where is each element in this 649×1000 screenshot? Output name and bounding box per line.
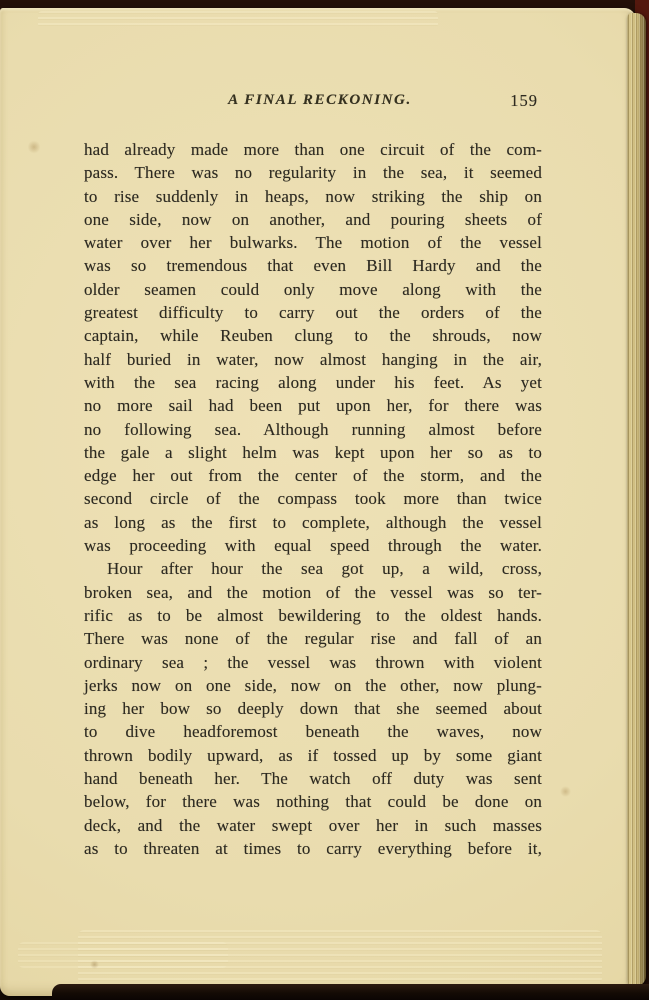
- text-line: captain, while Reuben clung to the shrouds, now: [84, 326, 542, 346]
- text-line: ing her bow so deeply down that she seemed about: [84, 699, 542, 719]
- text-line: hand beneath her. The watch off duty was sent: [84, 769, 542, 789]
- text-line: Hour after hour the sea got up, a wild, cross,: [107, 559, 542, 579]
- text-line: rific as to be almost bewildering to the oldest hands.: [84, 605, 542, 625]
- text-line: ordinary sea ; the vessel was thrown with violent: [84, 652, 542, 672]
- text-line: thrown bodily upward, as if tossed up by some giant: [84, 745, 542, 765]
- text-line: broken sea, and the motion of the vessel was so ter-: [84, 582, 542, 602]
- text-line: no more sail had been put upon her, for there was: [84, 396, 542, 416]
- chapter-title: A FINAL RECKONING.: [228, 92, 412, 108]
- page-number: 159: [510, 91, 538, 110]
- text-line: one side, now on another, and pouring sheets of: [84, 209, 542, 229]
- text-line: as long as the first to complete, although the vessel: [84, 512, 542, 532]
- text-line: edge her out from the center of the storm, and the: [84, 466, 542, 486]
- text-line: to rise suddenly in heaps, now striking the ship on: [84, 186, 542, 206]
- foxing-spot: [560, 786, 571, 797]
- text-line: deck, and the water swept over her in such masses: [84, 815, 542, 835]
- text-line: no following sea. Although running almost before: [84, 419, 542, 439]
- text-line: half buried in water, now almost hanging in the air,: [84, 349, 542, 369]
- page-body: [84, 138, 542, 860]
- page-stack-texture-bottom-left: [18, 942, 228, 968]
- text-line: pass. There was no regularity in the sea, it seemed: [84, 163, 542, 183]
- text-line: was so tremendous that even Bill Hardy and the: [84, 256, 542, 276]
- running-header: [84, 92, 542, 114]
- text-line: greatest difficulty to carry out the orders of the: [84, 303, 542, 323]
- book-cover-bottom-edge: [52, 984, 649, 1000]
- page-stack-right-edge: [627, 13, 646, 986]
- foxing-spot: [28, 140, 40, 154]
- text-line: as to threaten at times to carry everything before it,: [84, 838, 542, 858]
- text-line: had already made more than one circuit of the com-: [84, 140, 542, 159]
- page-content: [84, 92, 542, 860]
- text-line: below, for there was nothing that could be done on: [84, 792, 542, 812]
- book-page: [0, 8, 636, 996]
- text-line: There was none of the regular rise and fall of an: [84, 629, 542, 649]
- text-line: water over her bulwarks. The motion of the vessel: [84, 233, 542, 253]
- text-line: was proceeding with equal speed through the water.: [84, 536, 542, 556]
- text-line: jerks now on one side, now on the other, now plung-: [84, 675, 542, 695]
- text-line: with the sea racing along under his feet. As yet: [84, 372, 542, 392]
- text-line: to dive headforemost beneath the waves, now: [84, 722, 542, 742]
- page-stack-texture-top: [38, 11, 438, 28]
- text-line: the gale a slight helm was kept upon her so as to: [84, 442, 542, 462]
- text-line: second circle of the compass took more than twice: [84, 489, 542, 509]
- text-line: older seamen could only move along with the: [84, 279, 542, 299]
